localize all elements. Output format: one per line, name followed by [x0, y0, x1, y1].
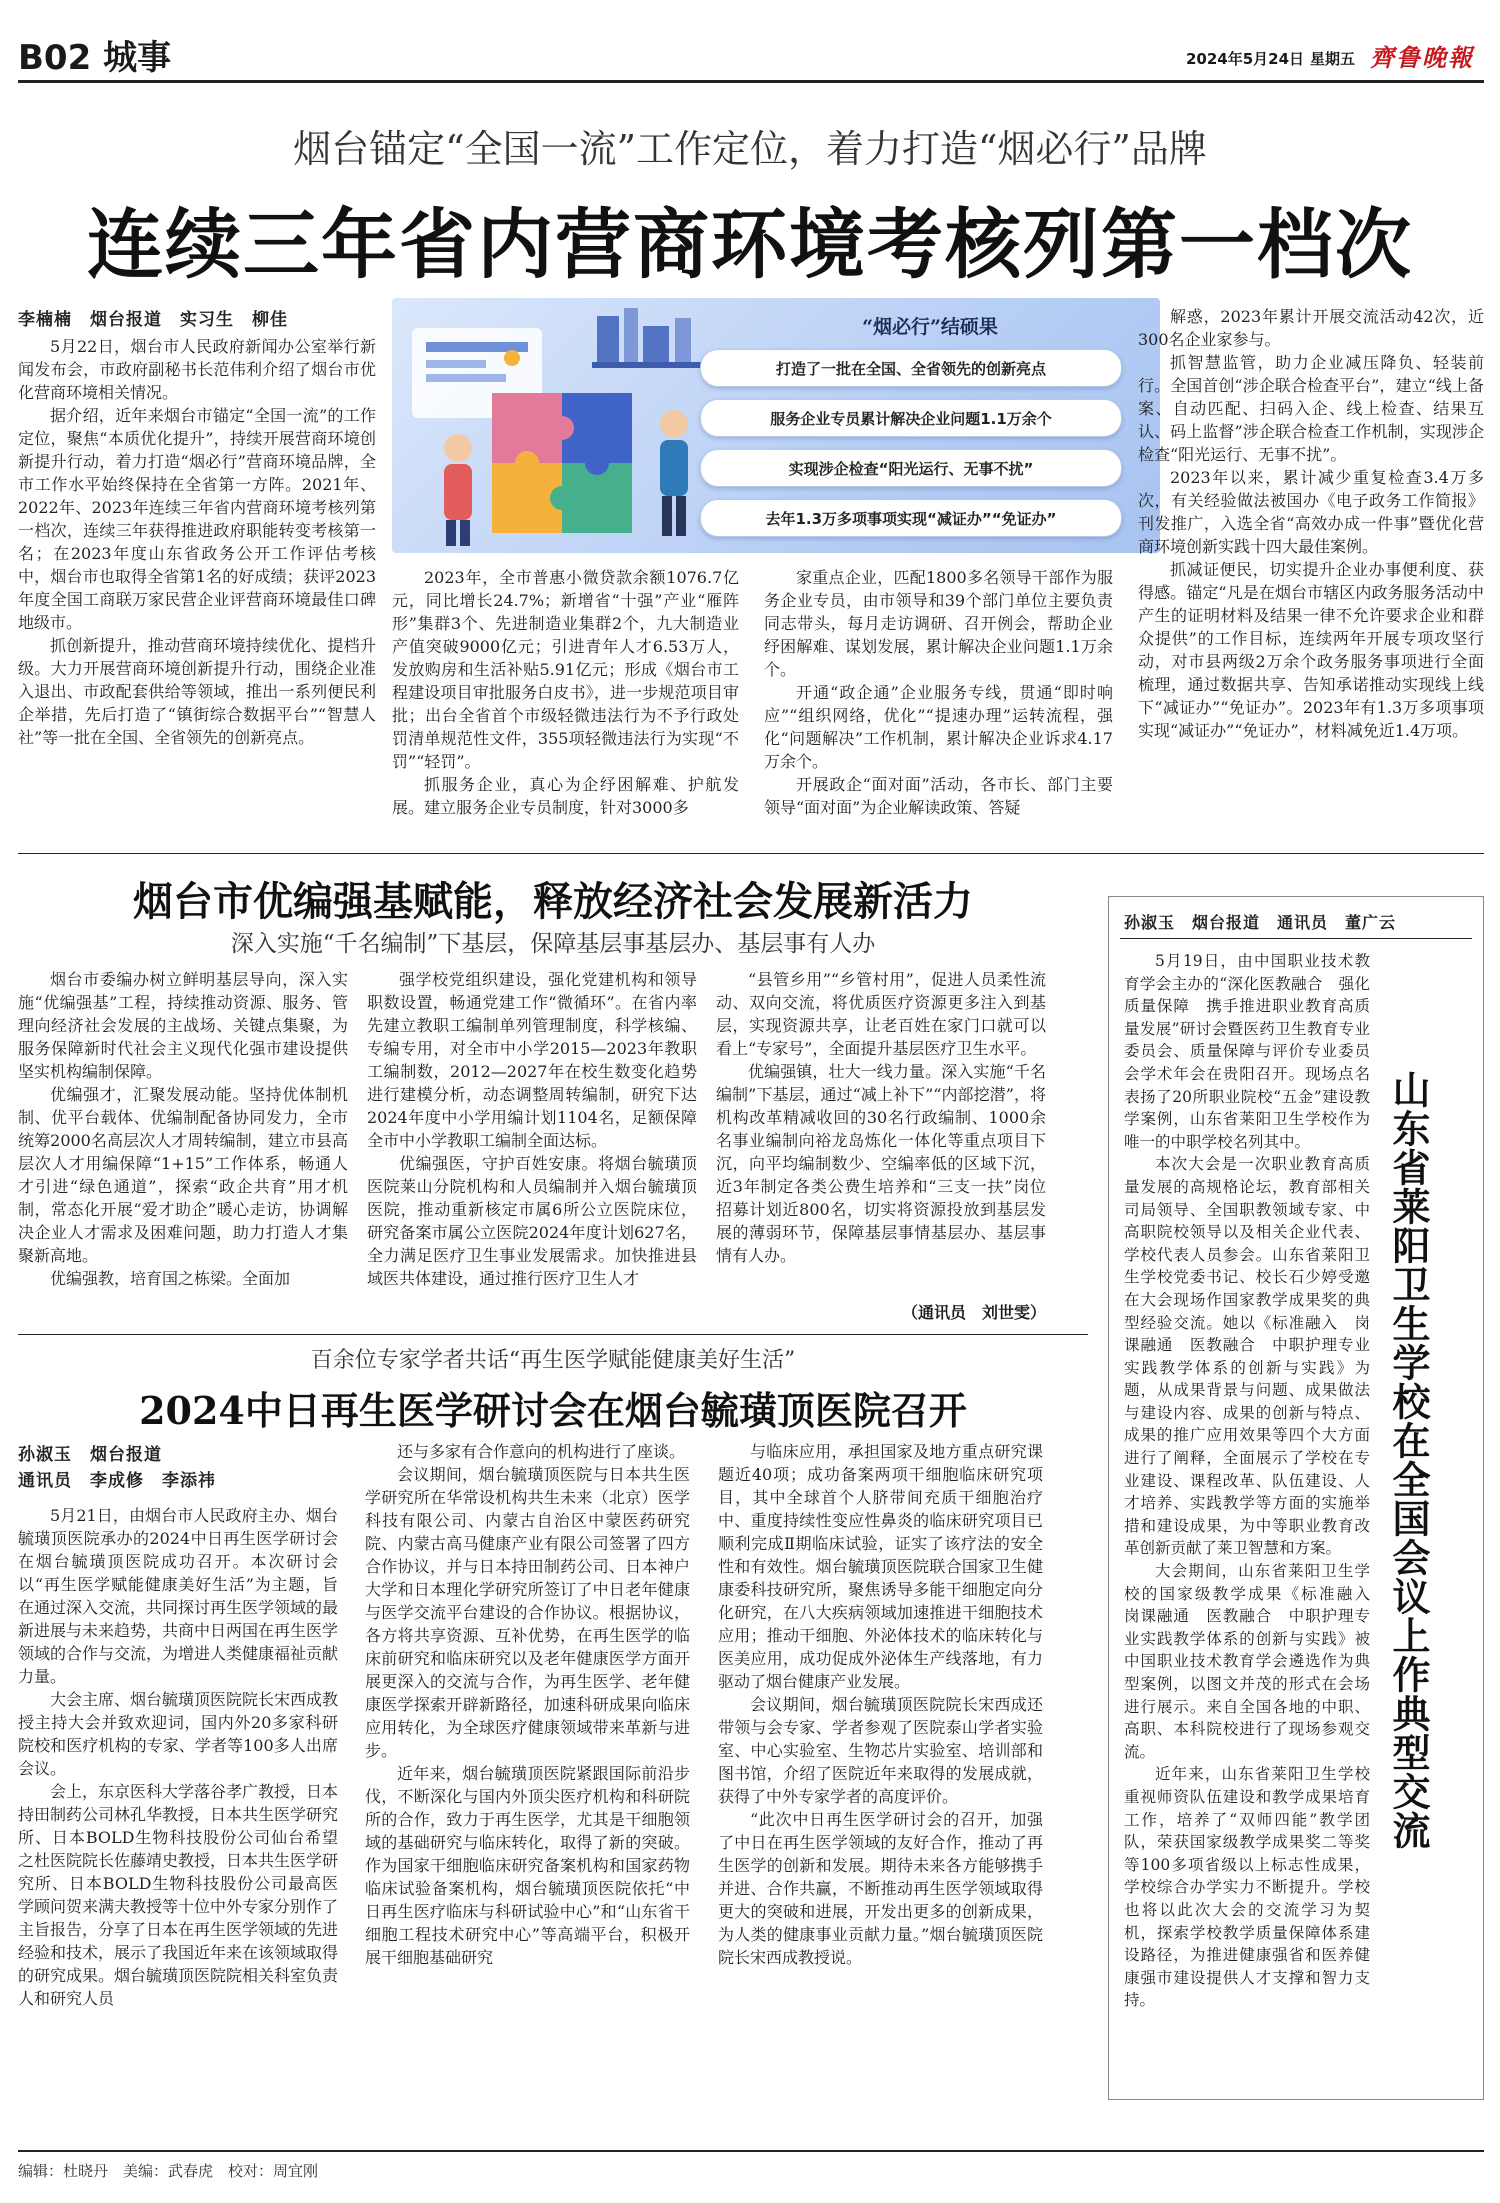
- paragraph: 会上，东京医科大学落谷孝广教授，日本持田制药公司林孔华教授，日本共生医学研究所、日本BOLD生物科技股份公司仙台希望之杜医院院长佐藤靖史教授，日本共生医学研究所、日本BOLD生物科技股份公司最高医学顾问贺来满夫教授等十位中外专家分别作了主旨报告，分享了日本在再生医学领域的先进经验和技术，展示了我国近年来在该领域取得的研究成果。烟台毓璜顶医院院相关科室负责人和研究人员: [18, 1782, 339, 2008]
- paragraph: 会议期间，烟台毓璜顶医院与日本共生医学研究所在华常设机构共生未来（北京）医学科技有限公司、内蒙古自治区中蒙医药研究院、内蒙古高马健康产业有限公司签署了四方合作协议，并与日本持田制药公司、日本神户大学和日本理化学研究所签订了中日老年健康与医学交流平台建设的合作协议。根据协议，各方将共享资源、互补优势，在再生医学的临床前研究和临床研究以及老年健康医学方面开展更深入的交流与合作，为再生医学、老年健康医学探索开辟新路径，加速科研成果向临床应用转化，为全球医疗健康领域带来革新与进步。: [365, 1465, 690, 1760]
- story1-kicker: 烟台锚定“全国一流”工作定位，着力打造“烟必行”品牌: [293, 127, 1207, 171]
- footer-credits: 编辑：杜晓丹 美编：武春虎 校对：周宜刚: [18, 2162, 319, 2180]
- story2-headline: 烟台市优编强基赋能，释放经济社会发展新活力: [133, 878, 973, 925]
- paragraph: 大会期间，山东省莱阳卫生学校的国家级教学成果《标准融入 岗课融通 医教融合 中职护理专业实践教学体系的创新与实践》被中国职业技术教育学会遴选作为典型案例，以图文并茂的形式在会场进行展示。来自全国各地的中职、高职、本科院校进行了现场参观交流。: [1124, 1562, 1386, 1761]
- story1-byline: 李楠楠 烟台报道 实习生 柳佳: [18, 310, 288, 330]
- story3-kicker: 百余位专家学者共话“再生医学赋能健康美好生活”: [310, 1348, 796, 1373]
- story1-column-1: [18, 335, 376, 835]
- puzzle-illustration: [392, 298, 722, 553]
- story1-column-3: [764, 566, 1113, 836]
- paragraph: 5月22日，烟台市人民政府新闻办公室举行新闻发布会，市政府副秘书长范伟利介绍了烟台市优化营商环境相关情况。: [18, 337, 376, 402]
- paragraph: 抓创新提升，推动营商环境持续优化、提档升级。大力开展营商环境创新提升行动，围绕企业准入退出、市政配套供给等领域，推出一系列便民利企举措，先后打造了“镇街综合数据平台”“智慧人社”等一批在全国、全省领先的创新亮点。: [18, 636, 376, 747]
- paragraph: 5月19日，由中国职业技术教育学会主办的“深化医教融合 强化质量保障 携手推进职业教育高质量发展”研讨会暨医药卫生教育专业委员会、质量保障与评价专业委员会学术年会在贵阳召开。现场点名表扬了20所职业院校“五金”建设教学案例，山东省莱阳卫生学校作为唯一的中职学校名列其中。: [1124, 952, 1370, 1151]
- paragraph: 强学校党组织建设，强化党建机构和领导职数设置，畅通党建工作“微循环”。在省内率先建立教职工编制单列管理制度，科学核编、专编专用，对全市中小学2015—2023年教职工编制数，2012—2027年在校生数变化趋势进行建模分析，动态调整周转编制，研究下达2024年度中小学用编计划1104名，足额保障全市中小学教职工编制全面达标。: [367, 970, 697, 1150]
- paragraph: 会议期间，烟台毓璜顶医院院长宋西成还带领与会专家、学者参观了医院泰山学者实验室、中心实验室、生物芯片实验室、培训部和图书馆，介绍了医院近年来取得的发展成就，获得了中外专家学者的高度评价。: [718, 1695, 1043, 1806]
- story4-column: [1124, 950, 1386, 2090]
- paragraph: 烟台市委编办树立鲜明基层导向，深入实施“优编强基”工程，持续推动资源、服务、管理向经济社会发展的主战场、关键点集聚，为服务保障新时代社会主义现代化强市建设提供坚实机构编制保障。: [18, 970, 348, 1081]
- section-label: B02 城事: [18, 38, 172, 78]
- story3-column-2: [365, 1440, 690, 2084]
- byline-rule: [1120, 938, 1472, 939]
- infographic-item: 服务企业专员累计解决企业问题1.1万余个: [700, 399, 1122, 437]
- story1-column-4: [1138, 305, 1484, 835]
- story-divider: [18, 853, 1484, 854]
- header-rule: [18, 80, 1484, 83]
- paragraph: 开展政企“面对面”活动，各市长、部门主要领导“面对面”为企业解读政策、答疑: [764, 775, 1113, 817]
- story2-credit: （通讯员 刘世雯）: [901, 1303, 1046, 1322]
- paragraph: 开通“政企通”企业服务专线，贯通“即时响应”“组织网络，优化”“提速办理”运转流程，强化“问题解决”工作机制，累计解决企业诉求4.17万余个。: [764, 683, 1113, 771]
- paragraph: 据介绍，近年来烟台市锚定“全国一流”的工作定位，聚焦“本质优化提升”，持续开展营商环境创新提升行动，着力打造“烟必行”营商环境品牌，全市工作水平始终保持在全省第一方阵。2021年、2022年、2023年连续三年省内营商环境考核列第一档次，连续三年获得推进政府职能转变考核第一名；在2023年度山东省政务公开工作评估考核中，烟台市也取得全省第1名的好成绩；获评2023年度全国工商联万家民营企业评营商环境最佳口碑地级市。: [18, 406, 376, 632]
- story2-column-3: [716, 968, 1046, 1300]
- story2-subhead: 深入实施“千名编制”下基层，保障基层事基层办、基层事有人办: [230, 931, 876, 957]
- paragraph: 解惑，2023年累计开展交流活动42次，近300名企业家参与。: [1138, 307, 1484, 349]
- story4-vertical-headline: 山东省莱阳卫生学校在全国会议上作典型交流: [1386, 1070, 1431, 1850]
- story1-column-2: [392, 566, 739, 836]
- infographic-item: 去年1.3万多项事项实现“减证办”“免证办”: [700, 499, 1122, 537]
- paragraph: 优编强才，汇聚发展动能。坚持优体制机制、优平台载体、优编制配备协同发力，全市统筹2000名高层次人才周转编制，建立市县高层次人才用编保障“1+15”工作体系，畅通人才引进“绿色通道”，探索“政企共育”用才机制，常态化开展“爱才助企”暖心走访，协调解决企业人才需求及困难问题，助力打造人才集聚新高地。: [18, 1085, 348, 1265]
- story3-byline: 孙淑玉 烟台报道: [18, 1445, 162, 1465]
- paragraph: 抓智慧监管，助力企业减压降负、轻装前行。全国首创“涉企联合检查平台”，建立“线上备案、自动匹配、扫码入企、线上检查、结果互认、码上监督”涉企联合检查工作机制，实现涉企检查“阳光运行、无事不扰”。: [1138, 353, 1484, 464]
- paragraph: 5月21日，由烟台市人民政府主办、烟台毓璜顶医院承办的2024中日再生医学研讨会在烟台毓璜顶医院成功召开。本次研讨会以“再生医学赋能健康美好生活”为主题，旨在通过深入交流，共同探讨再生医学领域的最新进展与未来趋势，共商中日两国在再生医学领域的合作与交流，为增进人类健康福祉贡献力量。: [18, 1506, 339, 1686]
- story4-byline: 孙淑玉 烟台报道 通讯员 董广云: [1124, 913, 1397, 932]
- issue-weekday: 星期五: [1310, 50, 1356, 68]
- footer-rule: [18, 2150, 1484, 2152]
- story2-column-2: [367, 968, 697, 1324]
- issue-date: 2024年5月24日: [1186, 50, 1305, 68]
- paragraph: 优编强镇，壮大一线力量。深入实施“千名编制”下基层，通过“减上补下”“内部挖潜”，将机构改革精减收回的30名行政编制、1000余名事业编制向裕龙岛炼化一体化等重点项目下沉，向平均编制数少、空编率低的区域下沉，近3年制定各类公费生培养和“三支一扶”岗位招募计划近800名，切实将资源投放到基层发展的薄弱环节，保障基层事情基层办、基层事情有人办。: [716, 1062, 1046, 1265]
- paragraph: 优编强教，培育国之栋梁。全面加: [50, 1269, 291, 1288]
- paragraph: “此次中日再生医学研讨会的召开，加强了中日在再生医学领域的友好合作，推动了再生医学的创新和发展。期待未来各方能够携手并进、合作共赢，不断推动再生医学领域取得更大的突破和进展，开发出更多的创新成果，为人类的健康事业贡献力量。”烟台毓璜顶医院院长宋西成教授说。: [718, 1810, 1043, 1967]
- story3-column-1: [18, 1504, 338, 2084]
- paragraph: “县管乡用”“乡管村用”，促进人员柔性流动、双向交流，将优质医疗资源更多注入到基层，实现资源共享，让老百姓在家门口就可以看上“专家号”，全面提升基层医疗卫生水平。: [716, 970, 1046, 1058]
- paragraph: 本次大会是一次职业教育高质量发展的高规格论坛，教育部相关司局领导、全国职教领域专家、中高职院校领导以及相关企业代表、学校代表人员参会。山东省莱阳卫生学校党委书记、校长石少婷受邀在大会现场作国家教学成果奖的典型经验交流。她以《标准融入 岗课融通 医教融合 中职护理专业实践教学体系的创新与实践》为题，从成果背景与问题、成果做法与建设内容、成果的创新与特点、成果的推广应用效果等四个大方面进行了阐释，全面展示了学校在专业建设、课程改革、队伍建设、人才培养、实践教学等方面的实施举措和建设成果，为中等职业教育改革创新贡献了莱卫智慧和方案。: [1124, 1155, 1370, 1558]
- paragraph: 抓服务企业，真心为企纾困解难、护航发展。建立服务企业专员制度，针对3000多: [392, 775, 739, 817]
- paragraph: 家重点企业，匹配1800多名领导干部作为服务企业专员，由市领导和39个部门单位主要负责同志带头，每月走访调研、召开例会，帮助企业纾困解难、谋划发展，累计解决企业问题1.1万余个。: [764, 568, 1113, 679]
- story3-column-3: [718, 1440, 1043, 2084]
- paragraph: 优编强医，守护百姓安康。将烟台毓璜顶医院莱山分院机构和人员编制并入烟台毓璜顶医院，推动重新核定市属6所公立医院床位，研究备案市属公立医院2024年度计划627名，全力满足医疗卫生事业发展需求。加快推进县域医共体建设，通过推行医疗卫生人才: [367, 1154, 697, 1288]
- story-divider: [18, 1334, 1088, 1335]
- paragraph: 抓减证便民，切实提升企业办事便利度、获得感。锚定“凡是在烟台市辖区内政务服务活动中产生的证明材料及结果一律不允许要求企业和群众提供”的工作目标，连续两年开展专项攻坚行动，对市县两级2万余个政务服务事项进行全面梳理，通过数据共享、告知承诺推动实现线上线下“减证办”“免证办”。2023年有1.3万多项事项实现“减证办”“免证办”，材料减免近1.4万项。: [1138, 560, 1484, 740]
- infographic-title: “烟必行”结硕果: [862, 316, 998, 338]
- story3-headline: 2024中日再生医学研讨会在烟台毓璜顶医院召开: [139, 1388, 967, 1433]
- paragraph: 近年来，烟台毓璜顶医院紧跟国际前沿步伐，不断深化与国内外顶尖医疗机构和科研院所的合作，致力于再生医学，尤其是干细胞领域的基础研究与临床转化，取得了新的突破。作为国家干细胞临床研究备案机构和国家药物临床试验备案机构，烟台毓璜顶医院依托“中日再生医疗临床与科研试验中心”和“山东省干细胞工程技术研究中心”等高端平台，积极开展干细胞基础研究: [365, 1764, 690, 1967]
- paragraph: 近年来，山东省莱阳卫生学校重视师资队伍建设和教学成果培育工作，培养了“双师四能”教学团队，荣获国家级教学成果奖二等奖等100多项省级以上标志性成果，学校综合办学实力不断提升。学校也将以此次大会的交流学习为契机，探索学校教学质量保障体系建设路径，为推进健康强省和医养健康强市建设提供人才支撑和智力支持。: [1124, 1765, 1370, 2010]
- story3-byline-2: 通讯员 李成修 李添祎: [18, 1471, 216, 1491]
- infographic-item: 实现涉企检查“阳光运行、无事不扰”: [700, 449, 1122, 487]
- paragraph: 2023年以来，累计减少重复检查3.4万多次，有关经验做法被国办《电子政务工作简报》刊发推广，入选全省“高效办成一件事”暨优化营商环境创新实践十四大最佳案例。: [1138, 468, 1484, 556]
- paragraph: 大会主席、烟台毓璜顶医院院长宋西成教授主持大会并致欢迎词，国内外20多家科研院校和医疗机构的专家、学者等100多人出席会议。: [18, 1690, 339, 1778]
- paragraph: 与临床应用，承担国家及地方重点研究课题近40项；成功备案两项干细胞临床研究项目，其中全球首个人脐带间充质干细胞治疗中、重度持续性变应性鼻炎的临床研究项目已顺利完成Ⅱ期临床试验，证实了该疗法的安全性和有效性。烟台毓璜顶医院联合国家卫生健康委科技研究所，聚焦诱导多能干细胞定向分化研究，在八大疾病领域加速推进干细胞技术应用；推动干细胞、外泌体技术的临床转化与医美应用，成功促成外泌体生产线落地，有力驱动了烟台健康产业发展。: [718, 1442, 1043, 1691]
- infographic-item: 打造了一批在全国、全省领先的创新亮点: [700, 349, 1122, 387]
- story2-column-1: [18, 968, 348, 1324]
- paragraph: 2023年，全市普惠小微贷款余额1076.7亿元，同比增长24.7%；新增省“十强”产业“雁阵形”集群3个、先进制造业集群2个，九大制造业产值突破9000亿元；引进青年人才6.53万人，发放购房和生活补贴5.91亿元；形成《烟台市工程建设项目审批服务白皮书》，进一步规范项目审批；出台全省首个市级轻微违法行为不予行政处罚清单规范性文件，355项轻微违法行为实现“不罚”“轻罚”。: [392, 568, 739, 771]
- story1-headline: 连续三年省内营商环境考核列第一档次: [87, 200, 1413, 289]
- newspaper-logo: 齊鲁晚報: [1370, 43, 1474, 72]
- paragraph: 还与多家有合作意向的机构进行了座谈。: [397, 1442, 686, 1461]
